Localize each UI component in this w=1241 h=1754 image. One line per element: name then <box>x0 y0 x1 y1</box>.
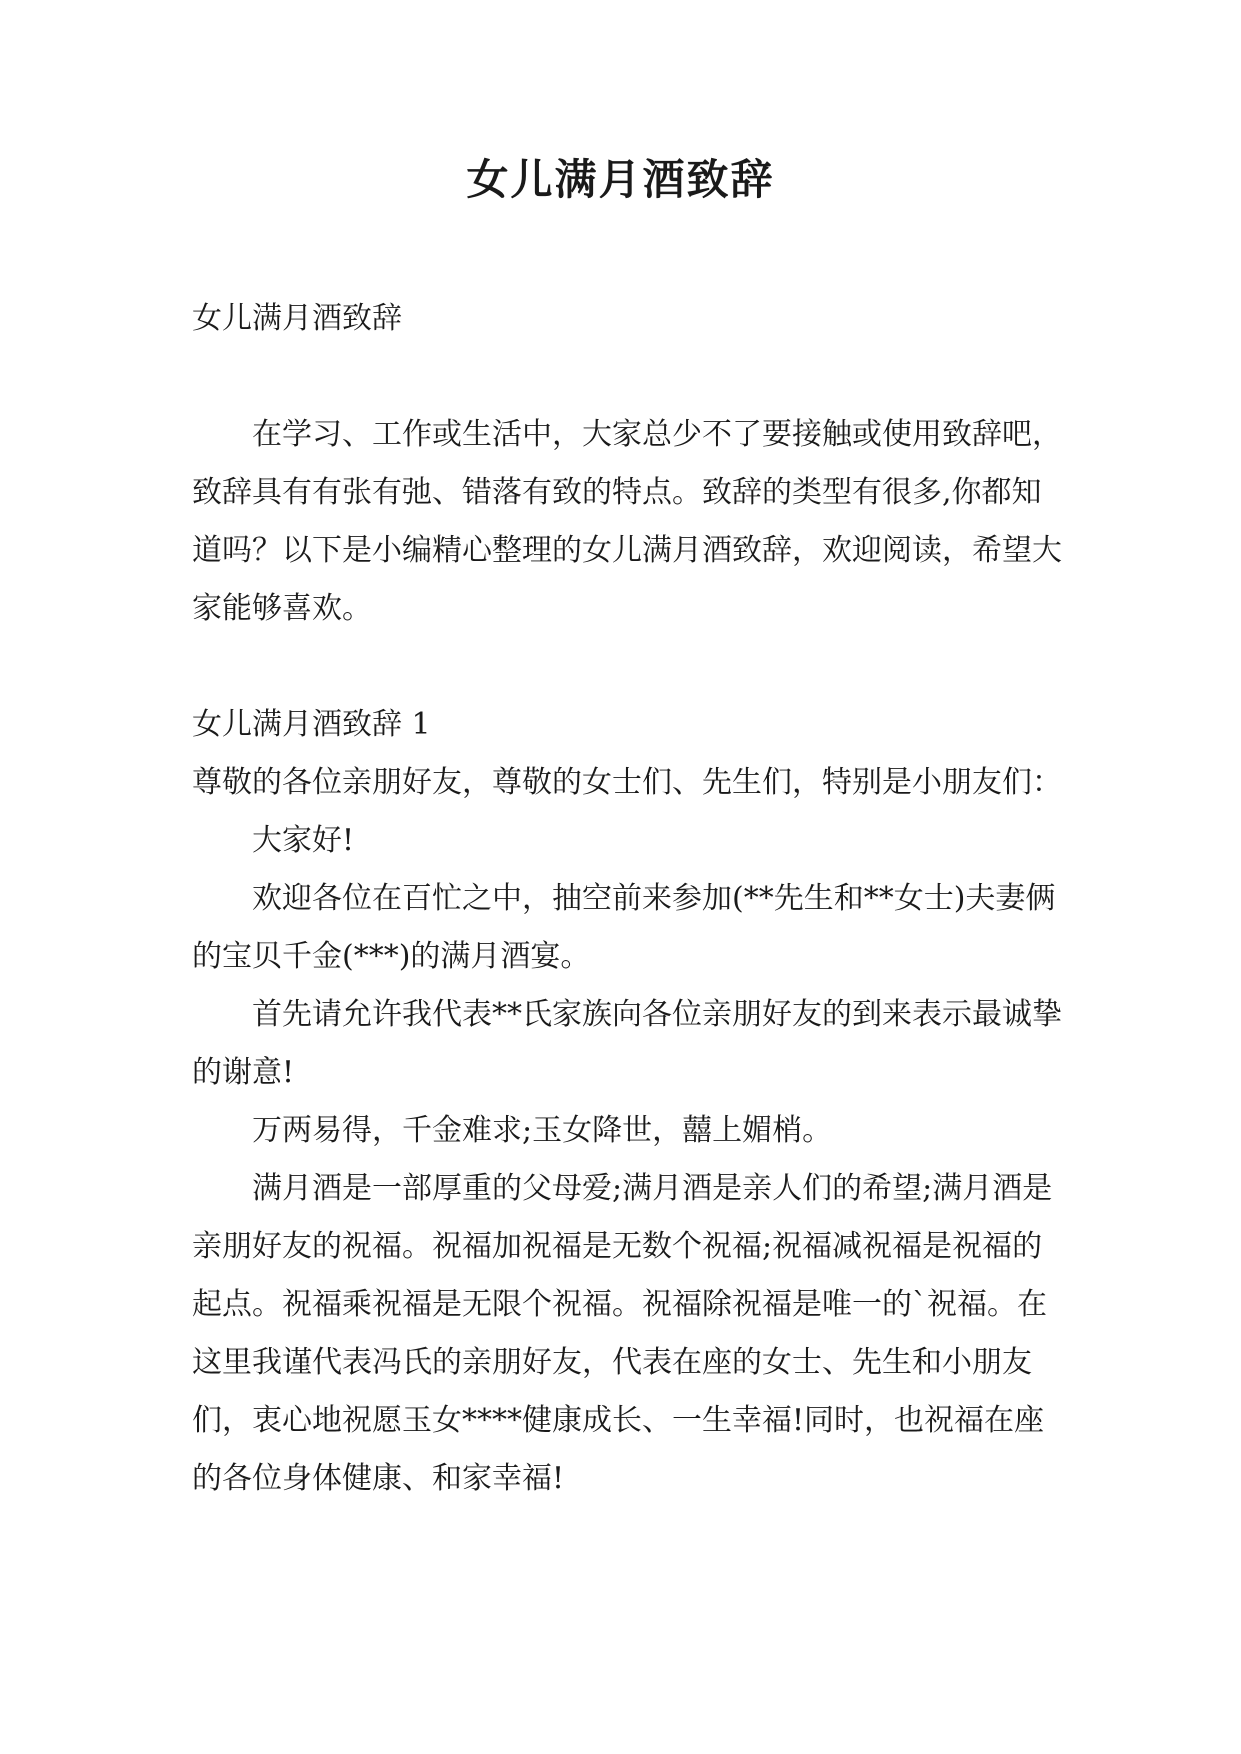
intro-paragraph: 在学习、工作或生活中，大家总少不了要接触或使用致辞吧，致辞具有有张有弛、错落有致的特点。致辞的类型有很多,你都知道吗？以下是小编精心整理的女儿满月酒致辞，欢迎阅读，希望大家能够喜欢。 <box>192 417 1062 626</box>
section-heading: 女儿满月酒致辞 1 <box>192 707 431 742</box>
document-title: 女儿满月酒致辞 <box>466 155 775 204</box>
greeting: 大家好! <box>252 823 355 858</box>
body-paragraph: 万两易得，千金难求;玉女降世，囍上媚梢。 <box>252 1113 833 1148</box>
document-subtitle: 女儿满月酒致辞 <box>192 301 402 336</box>
body-paragraph: 满月酒是一部厚重的父母爱;满月酒是亲人们的希望;满月酒是亲朋好友的祝福。祝福加祝福是无数个祝福;祝福减祝福是祝福的起点。祝福乘祝福是无限个祝福。祝福除祝福是唯一的`祝福。在这里我谨代表冯氏的亲朋好友，代表在座的女士、先生和小朋友们，衷心地祝愿玉女****健康成长、一生幸福!同时，也祝福在座的各位身体健康、和家幸福! <box>192 1171 1053 1496</box>
body-paragraph: 首先请允许我代表**氏家族向各位亲朋好友的到来表示最诚挚的谢意! <box>192 997 1062 1090</box>
body-paragraph: 欢迎各位在百忙之中，抽空前来参加(**先生和**女士)夫妻俩的宝贝千金(***)的满月酒宴。 <box>192 881 1056 974</box>
document-body <box>192 290 1062 1508</box>
salutation: 尊敬的各位亲朋好友，尊敬的女士们、先生们，特别是小朋友们： <box>192 765 1062 800</box>
